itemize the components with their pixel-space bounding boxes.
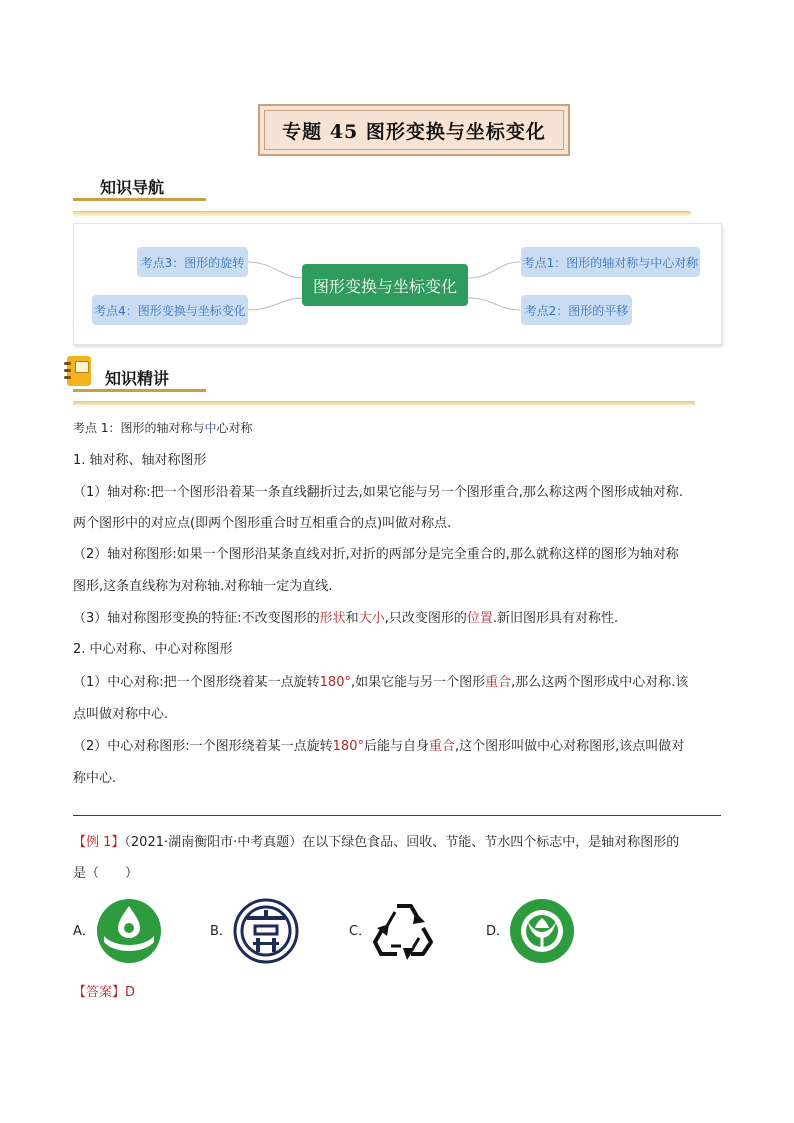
answer-value: D [125, 985, 136, 1000]
section-nav-heading: 知识导航 [100, 178, 165, 197]
mindmap-center: 图形变换与坐标变化 [302, 264, 468, 306]
paragraph-3 [73, 609, 618, 629]
kaodian1-part3: 心对称 [216, 421, 253, 435]
paragraph-4-line-2: 点叫做对称中心. [73, 707, 169, 722]
option-c-label: C． [349, 924, 372, 939]
p5-text-c: 后能与自身 [363, 739, 429, 754]
p3-shape: 形状 [319, 611, 346, 626]
water-saving-logo-icon [96, 898, 162, 964]
paragraph-4-line-1 [73, 673, 688, 693]
p5-coincide: 重合 [429, 739, 456, 754]
lecture-heading-underline [73, 389, 206, 392]
mindmap-node-translation: 考点2：图形的平移 [521, 295, 632, 325]
paragraph-5-line-1 [73, 737, 684, 757]
answer-tag: 【答案】 [73, 985, 126, 1000]
option-d-label: D． [486, 924, 510, 939]
section-lecture-heading: 知识精讲 [105, 369, 170, 388]
mindmap-node-symmetry: 考点1：图形的轴对称与中心对称 [521, 247, 700, 277]
example-question-line-2: 是（ ） [73, 866, 139, 881]
recycle-logo-icon [371, 898, 437, 964]
p3-position: 位置 [466, 611, 493, 626]
example-tag: 【例 1】 [73, 835, 125, 850]
p5-text-a: （2）中心对称图形:一个图形绕着某一点旋转 [73, 739, 333, 754]
energy-saving-logo-icon [233, 898, 299, 964]
paragraph-1-line-1: （1）轴对称:把一个图形沿着某一条直线翻折过去,如果它能与另一个图形重合,那么称这两个图形成轴对称. [73, 485, 684, 500]
paragraph-2-line-1: （2）轴对称图形:如果一个图形沿某条直线对折,对折的两部分是完全重合的,那么就称这样的图形为轴对称 [73, 547, 679, 562]
p4-text-c: ,如果它能与另一个图形 [350, 675, 486, 690]
p4-text-a: （1）中心对称:把一个图形绕着某一点旋转 [73, 675, 320, 690]
nav-heading-underline [73, 198, 206, 201]
p3-text-a: （3）轴对称图形变换的特征:不改变图形的 [73, 611, 320, 626]
lecture-divider [73, 401, 695, 407]
p4-angle: 180° [319, 675, 351, 690]
p3-text-e: ,只改变图形的 [384, 611, 467, 626]
mindmap-node-transform-coordinates: 考点4：图形变换与坐标变化 [92, 295, 248, 325]
option-b-label: B． [210, 924, 232, 939]
paragraph-5-line-2: 称中心. [73, 771, 117, 786]
p5-angle: 180° [332, 739, 364, 754]
p3-size: 大小 [358, 611, 385, 626]
green-food-logo-icon [509, 898, 575, 964]
kaodian1-part1: 考点 1：图形的轴对称与 [73, 421, 205, 435]
kaodian1-heading [73, 418, 252, 438]
option-a-label: A． [73, 924, 95, 939]
p3-text-c: 和 [345, 611, 359, 626]
nav-divider [73, 211, 691, 217]
p4-coincide: 重合 [485, 675, 512, 690]
paragraph-1-line-2: 两个图形中的对应点(即两个图形重合时互相重合的点)叫做对称点. [73, 516, 452, 531]
title-box [258, 104, 570, 156]
kaodian1-part2: 中 [204, 421, 217, 435]
example-divider [73, 815, 721, 816]
p5-text-e: ,这个图形叫做中心对称图形,该点叫做对 [455, 739, 685, 754]
mindmap-node-rotation: 考点3：图形的旋转 [137, 247, 248, 277]
notebook-icon [67, 356, 91, 386]
answer-line [73, 983, 135, 1003]
example-question-line-1 [73, 833, 679, 853]
page-title: 专题 45 图形变换与坐标变化 [264, 110, 564, 150]
p4-text-e: ,那么这两个图形成中心对称.该 [511, 675, 689, 690]
heading-axial-symmetry: 1. 轴对称、轴对称图形 [73, 453, 207, 468]
heading-central-symmetry: 2. 中心对称、中心对称图形 [73, 642, 233, 657]
example-source: （2021·湖南衡阳市·中考真题）在以下绿色食品、回收、节能、节水四个标志中，是轴对称图形的 [124, 835, 680, 850]
paragraph-2-line-2: 图形,这条直线称为对称轴.对称轴一定为直线. [73, 579, 333, 594]
p3-text-g: .新旧图形具有对称性. [492, 611, 619, 626]
